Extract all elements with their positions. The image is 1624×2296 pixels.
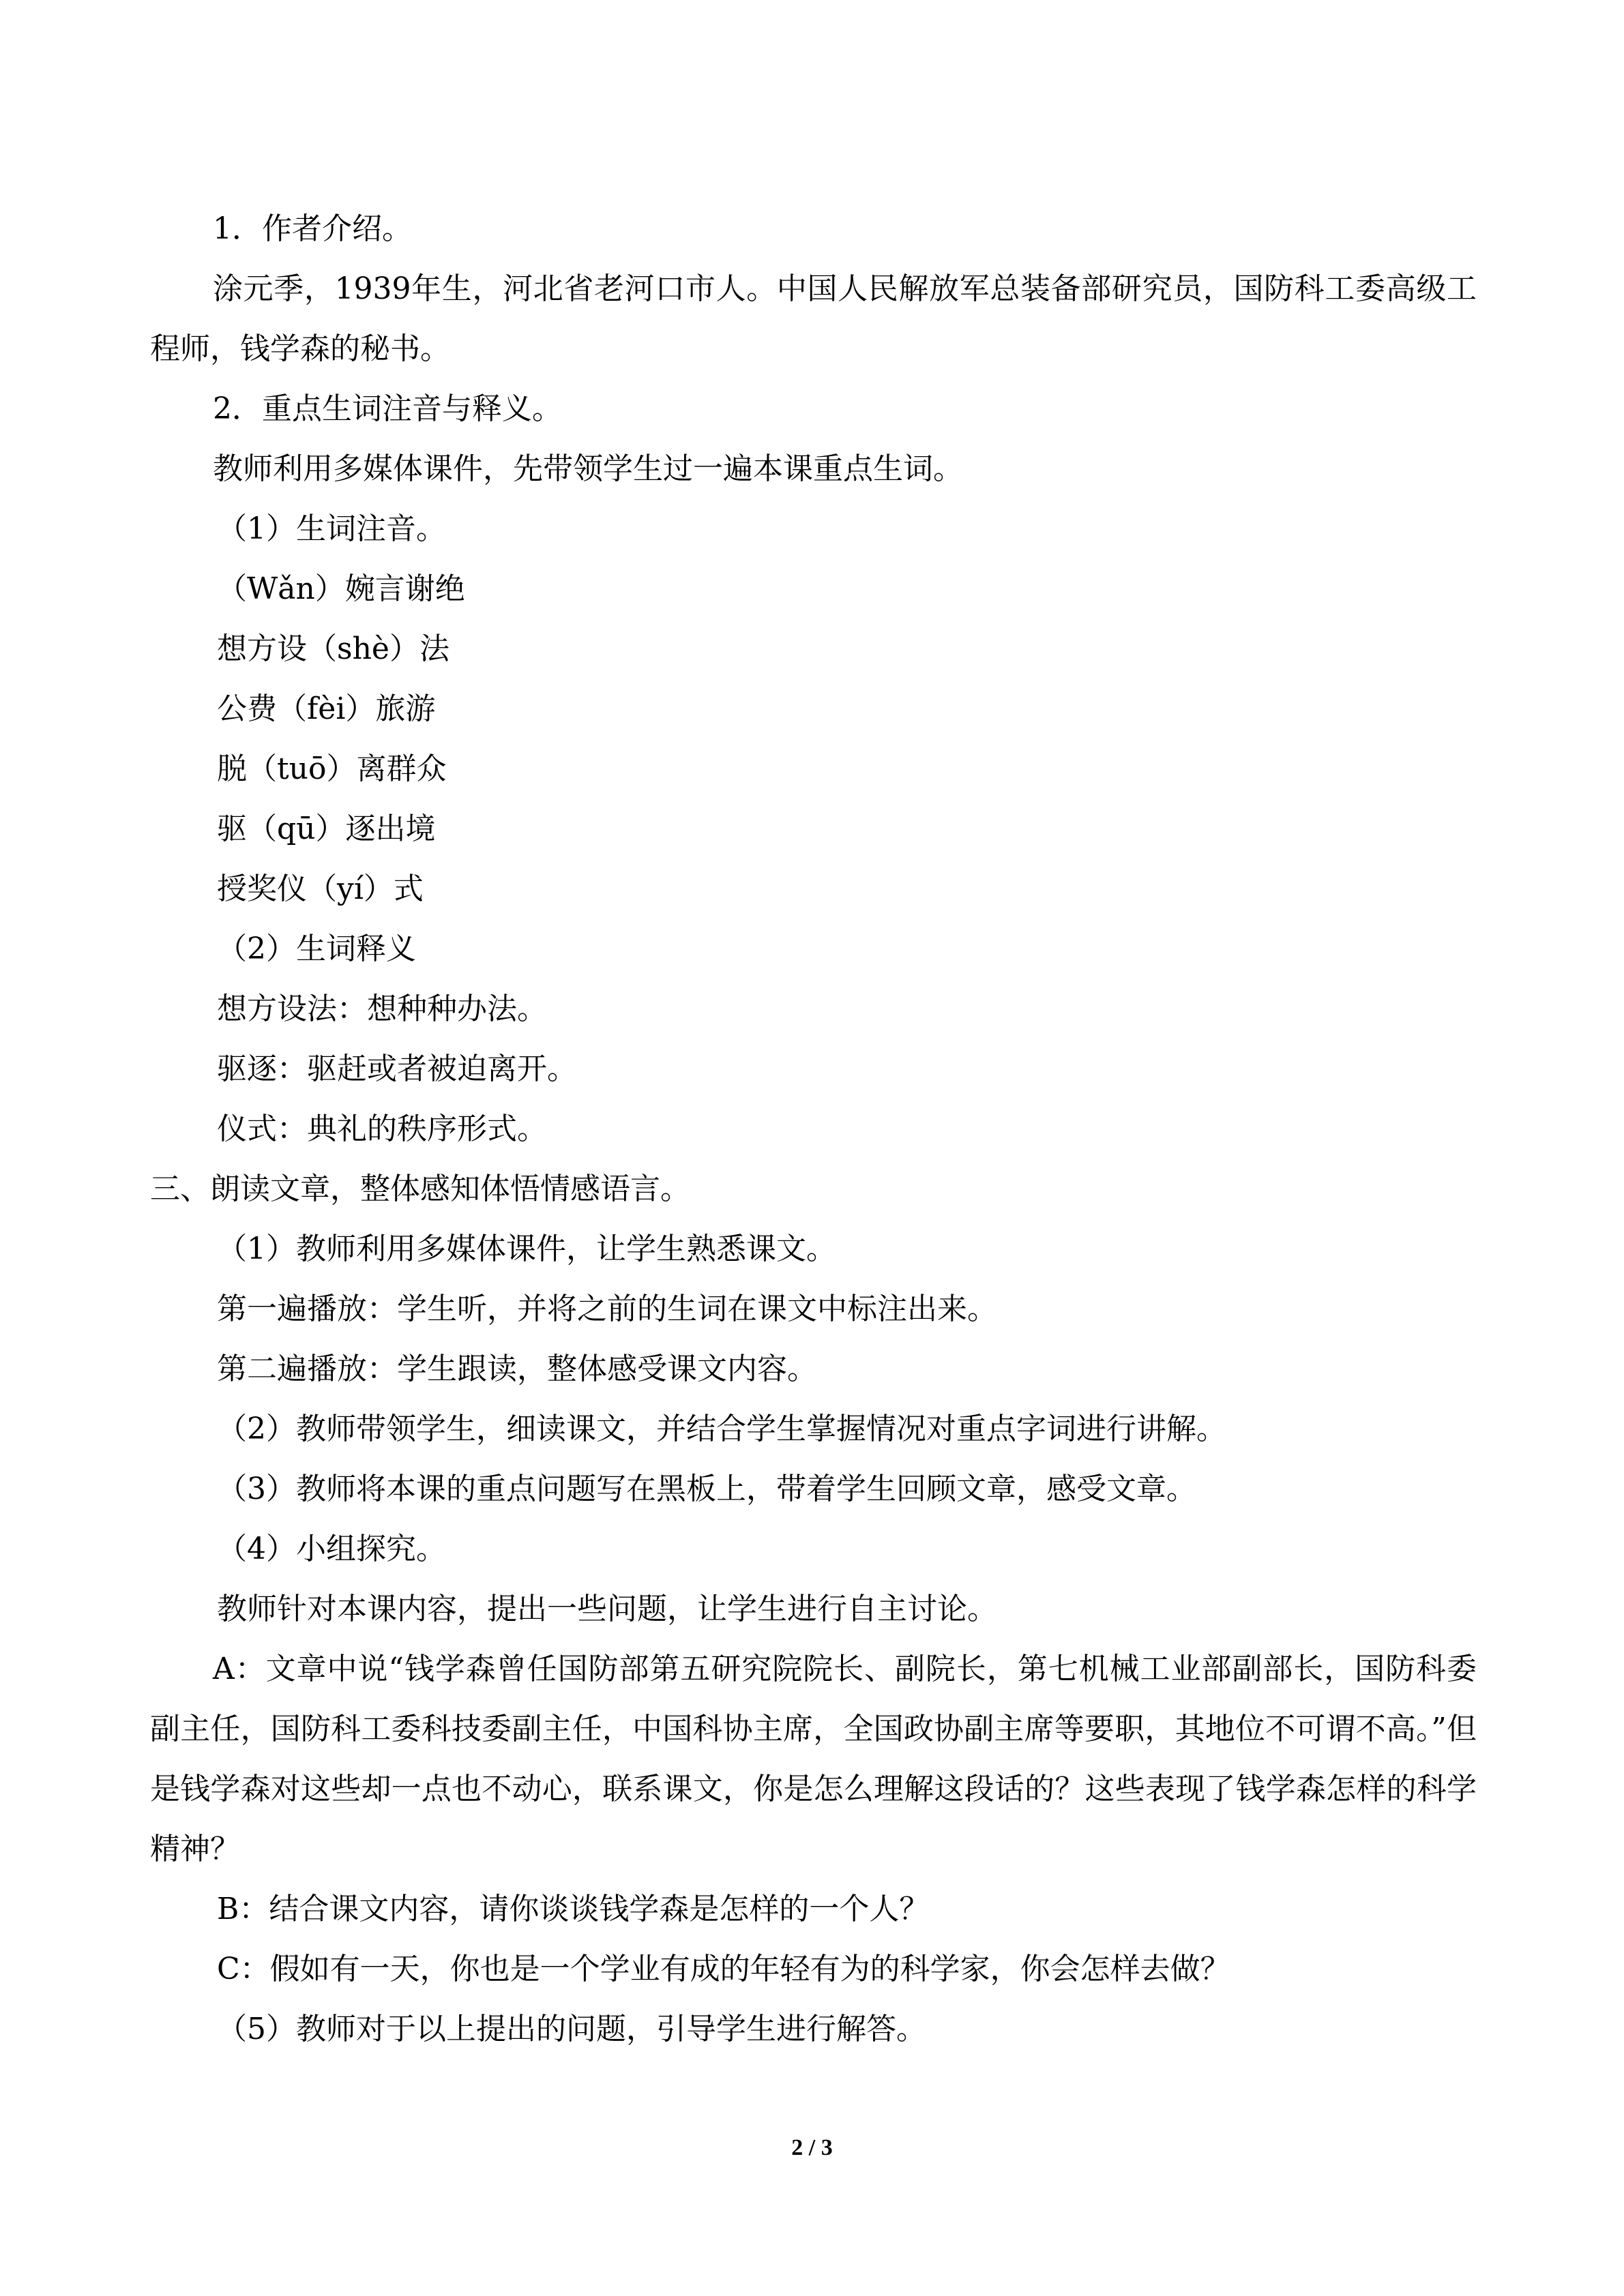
list-item: （2）教师带领学生，细读课文，并结合学生掌握情况对重点字词进行讲解。 xyxy=(217,1412,1226,1446)
vocab-item: （Wǎn）婉言谢绝 xyxy=(217,571,465,606)
list-item: 第一遍播放：学生听，并将之前的生词在课文中标注出来。 xyxy=(217,1292,997,1326)
vocab-item: 授奖仪（yí）式 xyxy=(217,871,424,906)
section-heading-author: 1．作者介绍。 xyxy=(213,211,412,246)
list-item: （1）教师利用多媒体课件，让学生熟悉课文。 xyxy=(217,1232,836,1266)
vocab-item: 想方设（shè）法 xyxy=(217,631,449,666)
definition-item: 驱逐：驱赶或者被迫离开。 xyxy=(217,1052,577,1086)
vocab-item: 驱（qū）逐出境 xyxy=(217,811,436,846)
paragraph: 教师利用多媒体课件，先带领学生过一遍本课重点生词。 xyxy=(213,451,963,486)
section-heading-vocabulary: 2．重点生词注音与释义。 xyxy=(213,391,562,426)
definition-item: 想方设法：想种种办法。 xyxy=(217,992,547,1026)
section-heading-reading: 三、朗读文章，整体感知体悟情感语言。 xyxy=(150,1172,690,1206)
vocab-item: 公费（fèi）旅游 xyxy=(217,691,436,726)
page-number: 2 / 3 xyxy=(791,2135,833,2160)
question-b: B：结合课文内容，请你谈谈钱学森是怎样的一个人？ xyxy=(217,1892,930,1926)
question-a: A：文章中说“钱学森曾任国防部第五研究院院长、副院长，第七机械工业部副部长，国防科委副主任，国防科工委科技委副主任，中国科协主席，全国政协副主席等要职，其地位不可谓不高。”但是钱学森对这些却一点也不动心，联系课文，你是怎么理解这段话的？这些表现了钱学森怎样的科学精神？ xyxy=(150,1652,1477,1866)
list-item: （3）教师将本课的重点问题写在黑板上，带着学生回顾文章，感受文章。 xyxy=(217,1472,1196,1506)
paragraph-author-bio: 涂元季，1939年生，河北省老河口市人。中国人民解放军总装备部研究员，国防科工委高级工程师，钱学森的秘书。 xyxy=(150,271,1477,366)
question-c: C：假如有一天，你也是一个学业有成的年轻有为的科学家，你会怎样去做？ xyxy=(217,1952,1230,1986)
vocab-item: 脱（tuō）离群众 xyxy=(217,751,447,786)
definition-item: 仪式：典礼的秩序形式。 xyxy=(217,1112,547,1146)
subheading-pronunciation: （1）生词注音。 xyxy=(217,511,446,546)
list-item: 教师针对本课内容，提出一些问题，让学生进行自主讨论。 xyxy=(217,1592,997,1626)
list-item: （5）教师对于以上提出的问题，引导学生进行解答。 xyxy=(217,2012,926,2046)
subheading-definitions: （2）生词释义 xyxy=(217,931,416,966)
document-body xyxy=(150,199,1477,2059)
list-item: 第二遍播放：学生跟读，整体感受课文内容。 xyxy=(217,1352,817,1386)
list-item: （4）小组探究。 xyxy=(217,1532,446,1566)
